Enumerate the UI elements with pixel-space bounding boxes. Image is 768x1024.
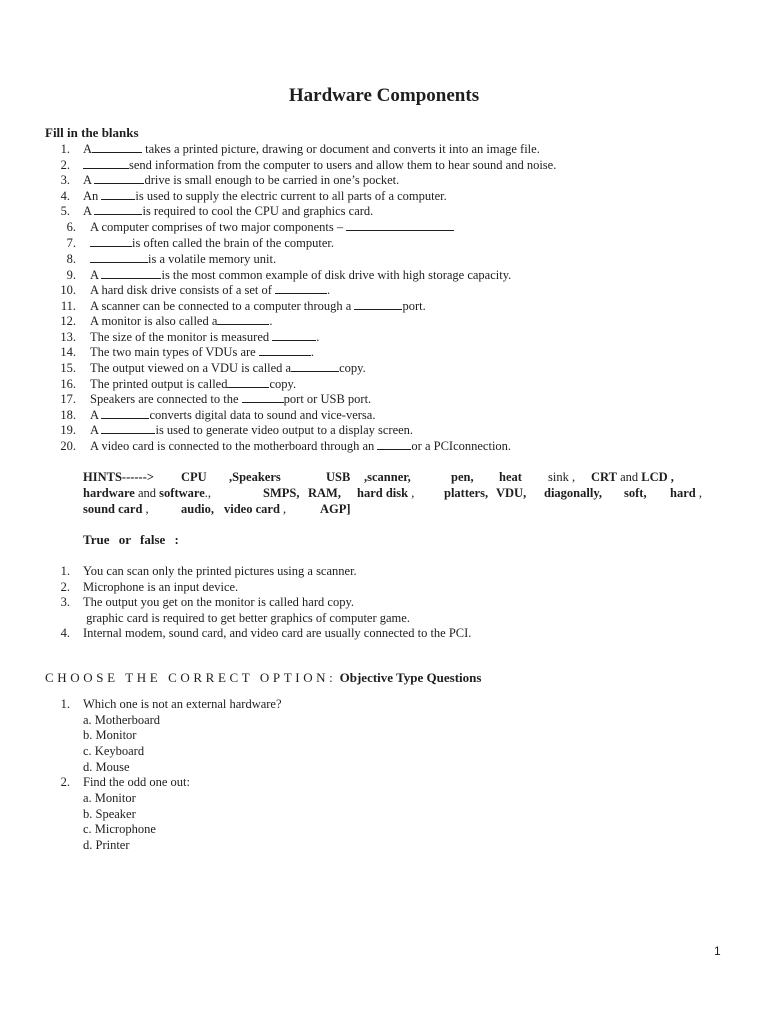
hint-crt-lcd: CRT and LCD , — [591, 470, 674, 484]
hint-word: soft, — [624, 486, 647, 500]
hints-row-3 — [83, 501, 713, 517]
mc-option: a. Motherboard — [83, 713, 161, 727]
hint-sound-card: sound card , — [83, 502, 149, 516]
hints-block — [83, 469, 713, 517]
mc-option: c. Keyboard — [83, 744, 145, 758]
hint-word: heat — [499, 470, 522, 484]
mc-option: c. Microphone — [83, 822, 156, 836]
page-number: 1 — [714, 944, 721, 958]
hint-word: platters, — [444, 486, 489, 500]
fill-in-blanks-heading: Fill in the blanks — [45, 125, 139, 140]
hint-word: VDU, — [496, 486, 527, 500]
hint-word: RAM, — [308, 486, 341, 500]
hint-word: CPU — [181, 470, 207, 484]
choose-option-heading: CHOOSE THE CORRECT OPTION: Objective Type Questions — [45, 670, 482, 685]
hint-word: diagonally, — [544, 486, 603, 500]
hint-word: ,Speakers — [229, 470, 281, 484]
hint-hardware-software: hardware and software., — [83, 486, 212, 500]
mc-option: b. Monitor — [83, 728, 137, 742]
hint-word: ,scanner, — [364, 470, 411, 484]
mc-option: a. Monitor — [83, 791, 136, 805]
hint-word: AGP] — [320, 502, 351, 516]
mc-option: d. Mouse — [83, 760, 130, 774]
hint-hard: hard , — [670, 486, 702, 500]
hint-word: sink , — [548, 470, 576, 484]
hints-row-2 — [83, 485, 713, 501]
page-title: Hardware Components — [288, 85, 480, 106]
mc-option: b. Speaker — [83, 807, 136, 821]
hint-hard-disk: hard disk , — [357, 486, 415, 500]
mc-option: d. Printer — [83, 838, 130, 852]
hint-video-card: video card , — [224, 502, 287, 516]
hints-label: HINTS------> — [83, 470, 155, 484]
hint-word: audio, — [181, 502, 215, 516]
hint-word: USB — [326, 470, 351, 484]
true-false-heading: True or false : — [83, 532, 179, 547]
hint-word: SMPS, — [263, 486, 300, 500]
hint-word: pen, — [451, 470, 474, 484]
hints-row-1 — [83, 469, 713, 485]
